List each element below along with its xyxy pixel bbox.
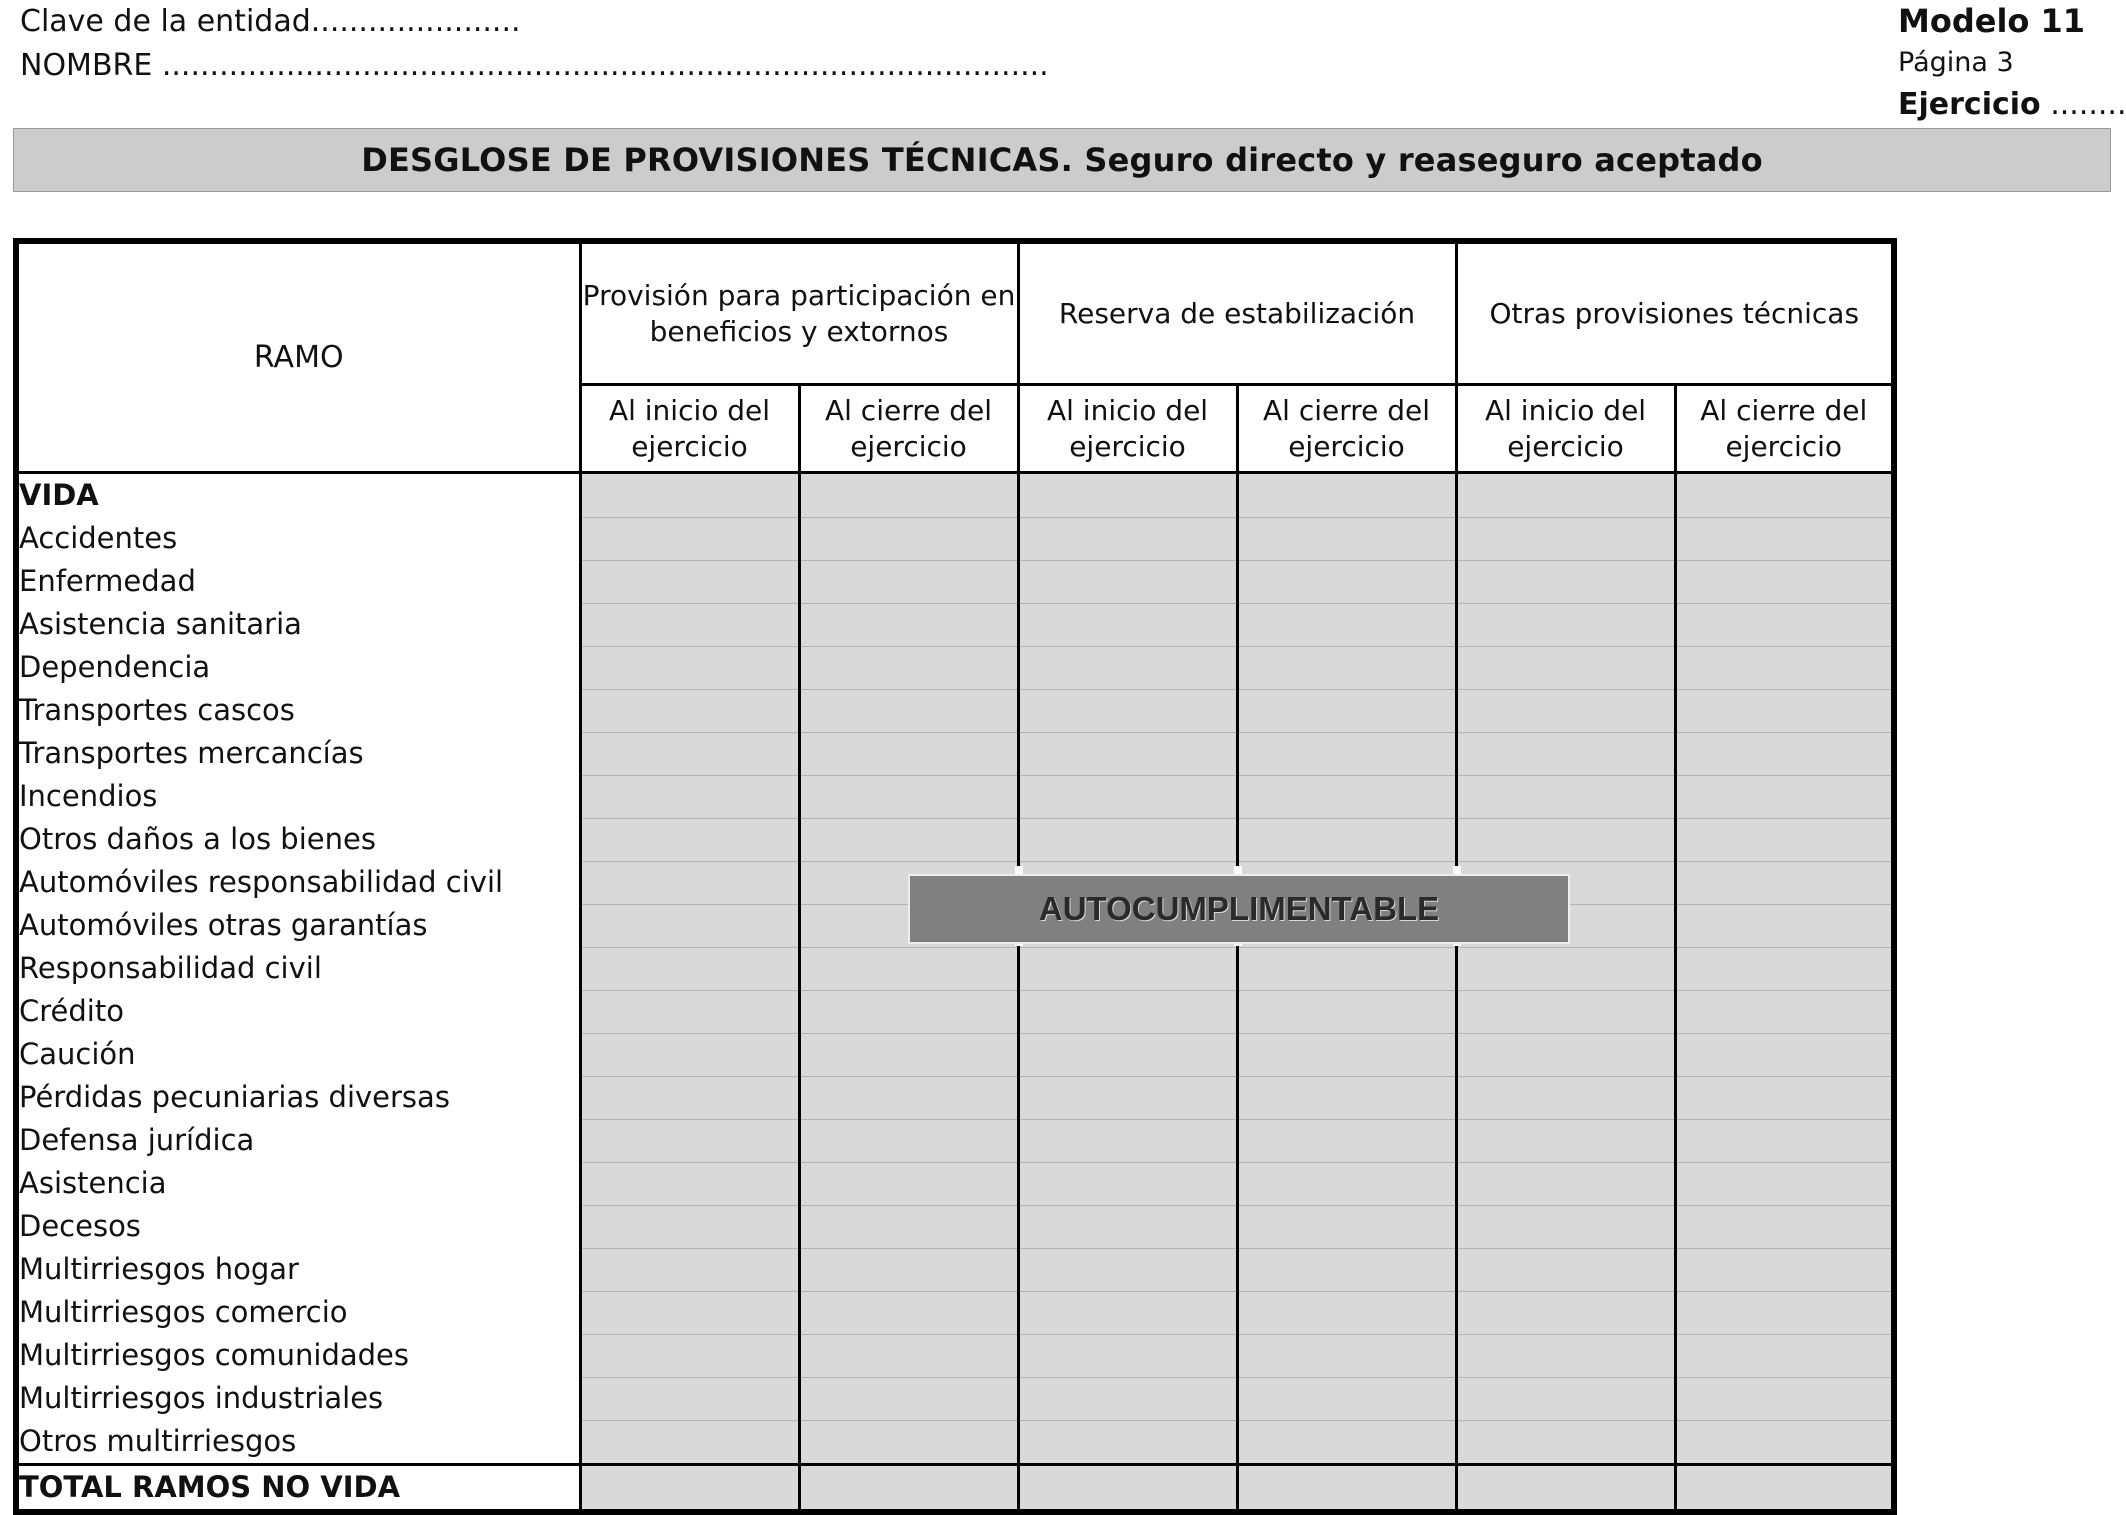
table-row <box>16 560 1894 603</box>
value-cell[interactable] <box>799 990 1018 1033</box>
ramo-label: Dependencia <box>16 646 580 689</box>
table-row <box>16 646 1894 689</box>
value-cell[interactable] <box>1456 990 1675 1033</box>
value-cell[interactable] <box>580 1377 799 1420</box>
ramo-label: Enfermedad <box>16 560 580 603</box>
value-cell[interactable] <box>1675 1334 1894 1377</box>
group-header-estabilizacion: Reserva de estabilización <box>1018 241 1456 385</box>
table-row <box>16 990 1894 1033</box>
value-cell[interactable] <box>1237 603 1456 646</box>
value-cell[interactable] <box>1456 1205 1675 1248</box>
value-cell[interactable] <box>799 689 1018 732</box>
value-cell[interactable] <box>580 1119 799 1162</box>
value-cell[interactable] <box>1675 1291 1894 1334</box>
value-cell[interactable] <box>1675 818 1894 861</box>
ejercicio-label: Ejercicio <box>1898 87 2041 122</box>
value-cell[interactable] <box>580 1291 799 1334</box>
value-cell[interactable] <box>1237 1420 1456 1465</box>
value-cell[interactable] <box>1237 517 1456 560</box>
value-cell[interactable] <box>580 1248 799 1291</box>
value-cell[interactable] <box>799 560 1018 603</box>
section-title: DESGLOSE DE PROVISIONES TÉCNICAS. Seguro directo y reaseguro aceptado <box>13 128 2111 192</box>
value-cell[interactable] <box>1456 1334 1675 1377</box>
table-row <box>16 473 1894 518</box>
value-cell[interactable] <box>799 732 1018 775</box>
value-cell[interactable] <box>580 861 799 904</box>
ramo-label: Accidentes <box>16 517 580 560</box>
ramo-label: Multirriesgos hogar <box>16 1248 580 1291</box>
ramo-label: VIDA <box>16 473 580 518</box>
table-row <box>16 1420 1894 1465</box>
value-cell[interactable] <box>1018 818 1237 861</box>
ramo-label: Decesos <box>16 1205 580 1248</box>
value-cell[interactable] <box>799 1205 1018 1248</box>
value-cell[interactable] <box>580 517 799 560</box>
pagina-label: Página 3 <box>1898 47 2014 78</box>
value-cell[interactable] <box>1237 646 1456 689</box>
value-cell[interactable] <box>580 689 799 732</box>
value-cell[interactable] <box>580 732 799 775</box>
value-cell[interactable] <box>799 646 1018 689</box>
value-cell[interactable] <box>1237 560 1456 603</box>
subheader-inicio: Al inicio del ejercicio <box>580 385 799 473</box>
nombre-field: NOMBRE ............................................................................................. <box>20 48 1049 83</box>
value-cell[interactable] <box>1237 1377 1456 1420</box>
value-cell[interactable] <box>1018 1033 1237 1076</box>
value-cell[interactable] <box>1456 1076 1675 1119</box>
value-cell[interactable] <box>799 1377 1018 1420</box>
ramo-label: Transportes cascos <box>16 689 580 732</box>
value-cell[interactable] <box>1456 473 1675 518</box>
ramo-label: Incendios <box>16 775 580 818</box>
value-cell[interactable] <box>580 1465 799 1513</box>
value-cell[interactable] <box>1237 1162 1456 1205</box>
value-cell[interactable] <box>1456 732 1675 775</box>
table-row <box>16 1291 1894 1334</box>
table-row <box>16 689 1894 732</box>
ramo-label: Pérdidas pecuniarias diversas <box>16 1076 580 1119</box>
value-cell[interactable] <box>1018 646 1237 689</box>
ramo-header: RAMO <box>16 241 580 473</box>
value-cell[interactable] <box>1237 1076 1456 1119</box>
value-cell[interactable] <box>1456 775 1675 818</box>
value-cell[interactable] <box>580 818 799 861</box>
value-cell[interactable] <box>799 1465 1018 1513</box>
ejercicio-field <box>1898 84 2126 126</box>
ramo-label: Responsabilidad civil <box>16 947 580 990</box>
group-header-otras: Otras provisiones técnicas <box>1456 241 1894 385</box>
value-cell[interactable] <box>1018 1162 1237 1205</box>
value-cell[interactable] <box>1237 689 1456 732</box>
value-cell[interactable] <box>1456 646 1675 689</box>
value-cell[interactable] <box>799 517 1018 560</box>
value-cell[interactable] <box>580 990 799 1033</box>
value-cell[interactable] <box>1237 1291 1456 1334</box>
subheader-cierre: Al cierre del ejercicio <box>1675 385 1894 473</box>
value-cell[interactable] <box>1456 1033 1675 1076</box>
value-cell[interactable] <box>580 947 799 990</box>
value-cell[interactable] <box>1675 861 1894 904</box>
value-cell[interactable] <box>1237 1248 1456 1291</box>
table-row <box>16 1076 1894 1119</box>
value-cell[interactable] <box>1237 818 1456 861</box>
value-cell[interactable] <box>1456 1162 1675 1205</box>
value-cell[interactable] <box>1018 1248 1237 1291</box>
table-row <box>16 1205 1894 1248</box>
value-cell[interactable] <box>1018 1205 1237 1248</box>
value-cell[interactable] <box>1018 473 1237 518</box>
value-cell[interactable] <box>580 1162 799 1205</box>
value-cell[interactable] <box>1018 1076 1237 1119</box>
value-cell[interactable] <box>1675 560 1894 603</box>
ramo-label: Automóviles otras garantías <box>16 904 580 947</box>
value-cell[interactable] <box>1675 1205 1894 1248</box>
ramo-label: Otros multirriesgos <box>16 1420 580 1465</box>
value-cell[interactable] <box>1237 947 1456 990</box>
value-cell[interactable] <box>799 775 1018 818</box>
value-cell[interactable] <box>1018 1465 1237 1513</box>
value-cell[interactable] <box>1675 1420 1894 1465</box>
value-cell[interactable] <box>580 560 799 603</box>
value-cell[interactable] <box>1675 1162 1894 1205</box>
value-cell[interactable] <box>1456 603 1675 646</box>
value-cell[interactable] <box>799 1334 1018 1377</box>
value-cell[interactable] <box>1456 1420 1675 1465</box>
value-cell[interactable] <box>1675 1377 1894 1420</box>
value-cell[interactable] <box>799 473 1018 518</box>
table-row <box>16 1162 1894 1205</box>
value-cell[interactable] <box>799 1162 1018 1205</box>
value-cell[interactable] <box>799 603 1018 646</box>
value-cell[interactable] <box>1018 732 1237 775</box>
value-cell[interactable] <box>1018 990 1237 1033</box>
subheader-inicio: Al inicio del ejercicio <box>1456 385 1675 473</box>
table-row <box>16 603 1894 646</box>
autocumplimentable-banner: AUTOCUMPLIMENTABLE <box>908 874 1570 944</box>
value-cell[interactable] <box>1675 689 1894 732</box>
value-cell[interactable] <box>1675 990 1894 1033</box>
value-cell[interactable] <box>1675 1248 1894 1291</box>
table-row <box>16 1033 1894 1076</box>
ramo-label: Transportes mercancías <box>16 732 580 775</box>
value-cell[interactable] <box>1018 1334 1237 1377</box>
ramo-label: Automóviles responsabilidad civil <box>16 861 580 904</box>
value-cell[interactable] <box>1018 1377 1237 1420</box>
value-cell[interactable] <box>1018 517 1237 560</box>
value-cell[interactable] <box>1456 1465 1675 1513</box>
table-row <box>16 517 1894 560</box>
value-cell[interactable] <box>1675 732 1894 775</box>
subheader-inicio: Al inicio del ejercicio <box>1018 385 1237 473</box>
value-cell[interactable] <box>1456 1248 1675 1291</box>
value-cell[interactable] <box>1456 1291 1675 1334</box>
entity-header <box>20 0 1049 88</box>
value-cell[interactable] <box>1675 646 1894 689</box>
value-cell[interactable] <box>580 1033 799 1076</box>
value-cell[interactable] <box>1675 473 1894 518</box>
value-cell[interactable] <box>1237 732 1456 775</box>
value-cell[interactable] <box>580 646 799 689</box>
value-cell[interactable] <box>1237 1205 1456 1248</box>
value-cell[interactable] <box>1018 775 1237 818</box>
value-cell[interactable] <box>1456 947 1675 990</box>
value-cell[interactable] <box>1675 1033 1894 1076</box>
value-cell[interactable] <box>580 775 799 818</box>
value-cell[interactable] <box>1675 947 1894 990</box>
value-cell[interactable] <box>1018 1420 1237 1465</box>
value-cell[interactable] <box>799 947 1018 990</box>
value-cell[interactable] <box>1237 473 1456 518</box>
value-cell[interactable] <box>1018 947 1237 990</box>
value-cell[interactable] <box>1018 689 1237 732</box>
value-cell[interactable] <box>1456 1377 1675 1420</box>
value-cell[interactable] <box>1018 1291 1237 1334</box>
value-cell[interactable] <box>1456 1119 1675 1162</box>
table-row <box>16 1377 1894 1420</box>
clave-entidad-field: Clave de la entidad...................... <box>20 4 521 39</box>
value-cell[interactable] <box>1237 1119 1456 1162</box>
value-cell[interactable] <box>580 603 799 646</box>
modelo-label: Modelo 11 <box>1898 2 2086 40</box>
subheader-cierre: Al cierre del ejercicio <box>1237 385 1456 473</box>
value-cell[interactable] <box>799 818 1018 861</box>
ejercicio-dots: ........ <box>2040 87 2126 122</box>
table-row <box>16 947 1894 990</box>
value-cell[interactable] <box>1237 1334 1456 1377</box>
value-cell[interactable] <box>1675 603 1894 646</box>
value-cell[interactable] <box>799 1076 1018 1119</box>
value-cell[interactable] <box>1018 1119 1237 1162</box>
value-cell[interactable] <box>799 1119 1018 1162</box>
value-cell[interactable] <box>1018 560 1237 603</box>
value-cell[interactable] <box>1237 1033 1456 1076</box>
value-cell[interactable] <box>1456 560 1675 603</box>
table-row <box>16 732 1894 775</box>
table-row <box>16 775 1894 818</box>
value-cell[interactable] <box>580 1334 799 1377</box>
value-cell[interactable] <box>580 904 799 947</box>
table-row <box>16 1334 1894 1377</box>
value-cell[interactable] <box>1675 1119 1894 1162</box>
ramo-label: Asistencia <box>16 1162 580 1205</box>
value-cell[interactable] <box>580 1076 799 1119</box>
value-cell[interactable] <box>1018 603 1237 646</box>
model-header <box>1898 0 2126 126</box>
value-cell[interactable] <box>1675 517 1894 560</box>
table-row <box>16 1119 1894 1162</box>
value-cell[interactable] <box>580 1420 799 1465</box>
value-cell[interactable] <box>799 1033 1018 1076</box>
ramo-label: Defensa jurídica <box>16 1119 580 1162</box>
subheader-cierre: Al cierre del ejercicio <box>799 385 1018 473</box>
value-cell[interactable] <box>1675 904 1894 947</box>
value-cell[interactable] <box>1675 775 1894 818</box>
value-cell[interactable] <box>1237 775 1456 818</box>
value-cell[interactable] <box>799 1291 1018 1334</box>
value-cell[interactable] <box>1237 990 1456 1033</box>
value-cell[interactable] <box>1456 689 1675 732</box>
value-cell[interactable] <box>580 473 799 518</box>
value-cell[interactable] <box>799 1248 1018 1291</box>
group-header-participacion: Provisión para participación en beneficios y extornos <box>580 241 1018 385</box>
value-cell[interactable] <box>1675 1076 1894 1119</box>
ramo-label: Multirriesgos comunidades <box>16 1334 580 1377</box>
table-row <box>16 818 1894 861</box>
value-cell[interactable] <box>1675 1465 1894 1513</box>
value-cell[interactable] <box>1456 818 1675 861</box>
value-cell[interactable] <box>580 1205 799 1248</box>
ramo-label: Caución <box>16 1033 580 1076</box>
value-cell[interactable] <box>799 1420 1018 1465</box>
value-cell[interactable] <box>1237 1465 1456 1513</box>
ramo-label: Crédito <box>16 990 580 1033</box>
ramo-label: TOTAL RAMOS NO VIDA <box>16 1465 580 1513</box>
table-row <box>16 1465 1894 1513</box>
ramo-label: Multirriesgos comercio <box>16 1291 580 1334</box>
ramo-label: Otros daños a los bienes <box>16 818 580 861</box>
table-row <box>16 1248 1894 1291</box>
ramo-label: Asistencia sanitaria <box>16 603 580 646</box>
ramo-label: Multirriesgos industriales <box>16 1377 580 1420</box>
value-cell[interactable] <box>1456 517 1675 560</box>
